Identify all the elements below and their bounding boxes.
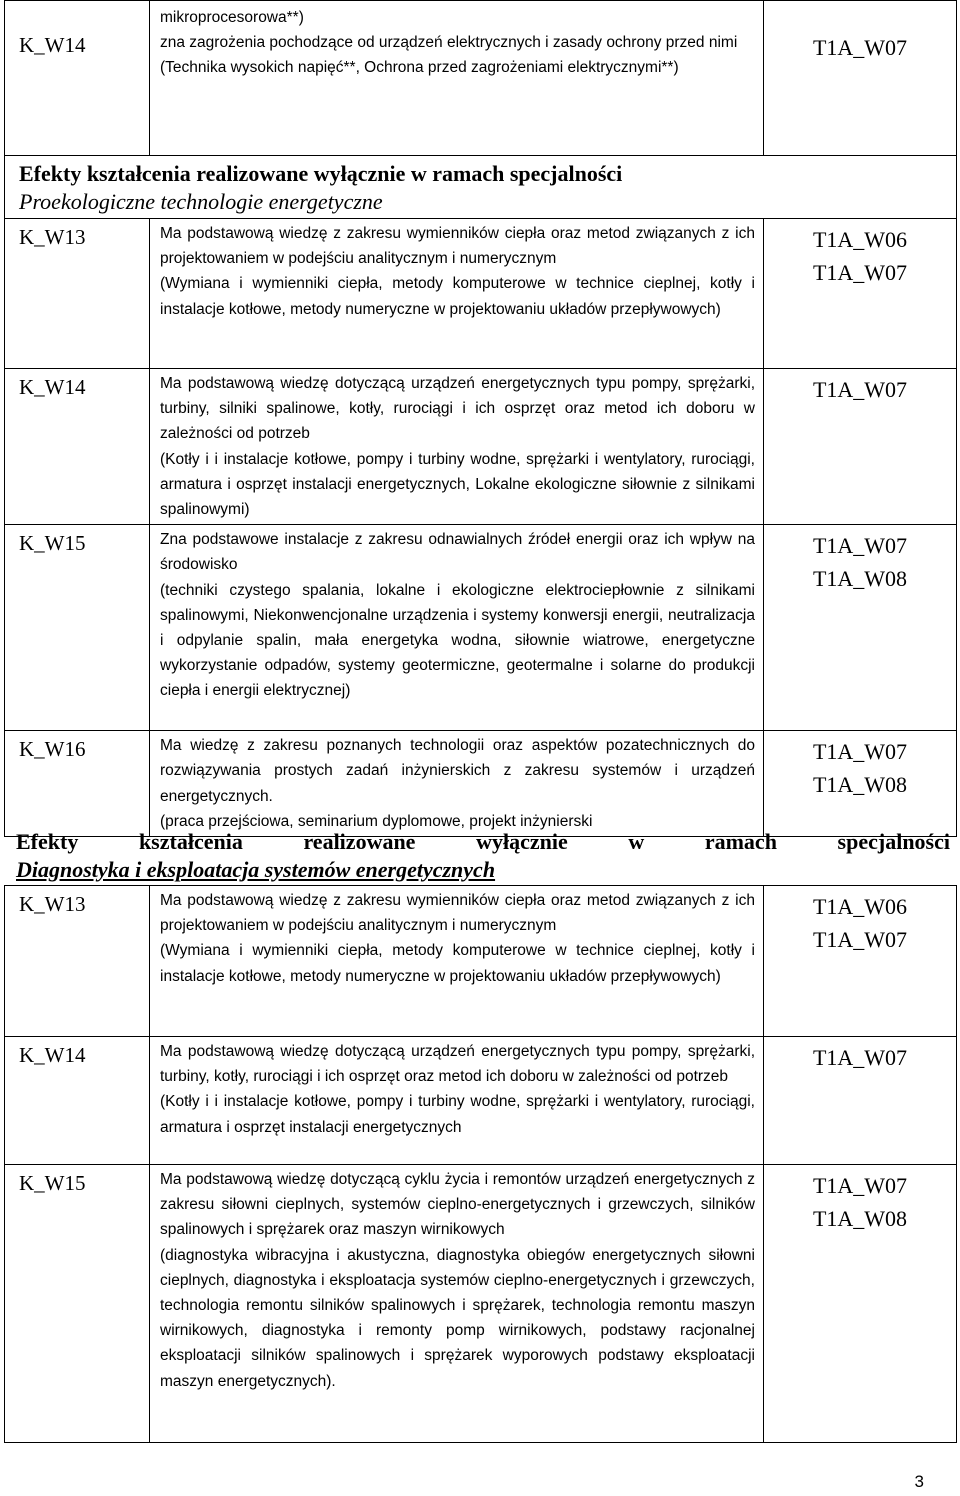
outcome-description xyxy=(150,1165,764,1443)
section-header xyxy=(5,156,957,219)
description-line: Ma wiedzę z zakresu poznanych technologii oraz aspektów pozatechnicznych do rozwiązywania prostych zadań inżynierskich z zakresu systemów i urządzeń energetycznych. xyxy=(160,737,755,805)
description-line: Ma podstawową wiedzę dotyczącą cyklu życia i remontów urządzeń energetycznych z zakresu siłowni cieplnych, systemów cieplno-energetycznych i grzewczych, silników spalinowych i sprężarek oraz maszyn wirnikowych xyxy=(160,1171,755,1239)
page-number: 3 xyxy=(914,1472,924,1491)
outcome-code: K_W14 xyxy=(5,369,150,525)
table-row xyxy=(5,1165,957,1443)
description-line: Ma podstawową wiedzę dotyczącą urządzeń energetycznych typu pompy, sprężarki, turbiny, silniki spalinowe, kotły, rurociągi i ich osprzęt oraz metod ich doboru w zależności od potrzeb xyxy=(160,375,755,443)
outcome-code: K_W16 xyxy=(5,731,150,837)
section-subtitle: Diagnostyka i eksploatacja systemów energetycznych xyxy=(16,857,496,882)
ref-code: T1A_W07 xyxy=(812,533,908,559)
ref-code: T1A_W07 xyxy=(812,1045,908,1070)
description-line: (Kotły i i instalacje kotłowe, pompy i turbiny wodne, sprężarki i wentylatory, rurociągi, armatura i osprzęt instalacji energetycznych, Lokalne ekologiczne siłownie z silnikami spalinowymi) xyxy=(160,450,755,519)
description-line: Ma podstawową wiedzę dotyczącą urządzeń energetycznych typu pompy, sprężarki, turbiny, kotły, rurociągi i ich osprzęt oraz metod ich doboru w zależności od potrzeb xyxy=(160,1043,755,1086)
description-line: Ma podstawową wiedzę z zakresu wymienników ciepła oraz metod związanych z ich projektowaniem w podejściu analitycznym i numerycznym xyxy=(160,892,755,935)
ref-code: T1A_W06 xyxy=(812,894,908,919)
ref-code: T1A_W07 xyxy=(812,1173,908,1198)
ref-code: T1A_W07 xyxy=(812,35,908,60)
ref-code: T1A_W07 xyxy=(812,927,908,952)
outcome-description xyxy=(150,886,764,1037)
ref-code: T1A_W08 xyxy=(812,1206,908,1231)
description-line: (Wymiana i wymienniki ciepła, metody komputerowe w technice cieplnej, kotły i instalacje kotłowe, metody numeryczne w projektowaniu układów przepływowych) xyxy=(160,942,755,985)
description-line: (diagnostyka wibracyjna i akustyczna, diagnostyka obiegów energetycznych siłowni cieplnych, diagnostyka i eksploatacja systemów cieplno-energetycznych i grzewczych, technologia remontu silników spalinowych i sprężarek, technologia remontu maszyn wirnikowych, diagnostyka i remonty pomp wirnikowych, podstawy racjonalnej eksploatacji silników spalinowych i sprężarek wyporowych podstawy eksploatacji maszyn energetycznych). xyxy=(160,1246,755,1390)
ref-code: T1A_W07 xyxy=(812,377,908,402)
outcome-description xyxy=(150,219,764,369)
outcomes-table-top xyxy=(4,0,957,837)
section-subtitle: Proekologiczne technologie energetyczne xyxy=(19,189,383,214)
section-header xyxy=(0,826,960,884)
outcome-code: K_W14 xyxy=(5,1037,150,1165)
ref-code: T1A_W06 xyxy=(812,227,908,252)
description-line: Zna podstawowe instalacje z zakresu odnawialnych źródeł energii oraz ich wpływ na środowisko xyxy=(160,531,755,574)
outcome-code: K_W15 xyxy=(5,1165,150,1443)
table-row xyxy=(5,886,957,1037)
outcome-refs xyxy=(764,731,957,837)
outcome-refs xyxy=(764,219,957,369)
outcome-refs xyxy=(764,1,957,156)
outcome-description xyxy=(150,1037,764,1165)
table-row xyxy=(5,731,957,837)
description-line: (techniki czystego spalania, lokalne i ekologiczne elektrociepłownie z silnikami spalinowymi, Niekonwencjonalne urządzenia i systemy konwersji energii, neutralizacja i odpylanie spalin, mała energetyka wodna, siłownie wiatrowe, energetyczne wykorzystanie odpadów, systemy geotermiczne, geotermalne i solarne do produkcji ciepła i energii elektrycznej) xyxy=(160,581,755,700)
section-title: Efekty kształcenia realizowane wyłącznie w ramach specjalności xyxy=(19,161,623,186)
outcome-refs xyxy=(764,1037,957,1165)
table-row xyxy=(5,1037,957,1165)
outcome-description xyxy=(150,1,764,156)
outcome-description xyxy=(150,731,764,837)
outcome-code: K_W13 xyxy=(5,219,150,369)
outcome-refs xyxy=(764,1165,957,1443)
ref-code: T1A_W08 xyxy=(812,772,908,798)
outcome-description xyxy=(150,525,764,731)
description-line: (Technika wysokich napięć**, Ochrona przed zagrożeniami elektrycznymi**) xyxy=(160,59,679,77)
section-header-row xyxy=(5,156,957,219)
outcome-refs xyxy=(764,886,957,1037)
description-line: Ma podstawową wiedzę z zakresu wymienników ciepła oraz metod związanych z ich projektowaniem w podejściu analitycznym i numerycznym xyxy=(160,225,755,268)
table-row xyxy=(5,369,957,525)
description-line: (Wymiana i wymienniki ciepła, metody komputerowe w technice cieplnej, kotły i instalacje kotłowe, metody numeryczne w projektowaniu układów przepływowych) xyxy=(160,275,755,318)
description-line: (praca przejściowa, seminarium dyplomowe, projekt inżynierski xyxy=(160,812,593,830)
outcomes-table-bottom xyxy=(4,885,957,1443)
table-row xyxy=(5,219,957,369)
ref-code: T1A_W07 xyxy=(812,739,908,765)
outcome-description xyxy=(150,369,764,525)
table-row xyxy=(5,525,957,731)
outcome-code: K_W14 xyxy=(5,1,150,156)
description-line: mikroprocesorowa**) xyxy=(160,9,304,26)
ref-code: T1A_W08 xyxy=(812,566,908,592)
outcome-code: K_W15 xyxy=(5,525,150,731)
ref-code: T1A_W07 xyxy=(812,260,908,285)
outcome-refs xyxy=(764,369,957,525)
description-line: zna zagrożenia pochodzące od urządzeń elektrycznych i zasady ochrony przed nimi xyxy=(160,34,738,52)
description-line: (Kotły i i instalacje kotłowe, pompy i turbiny wodne, sprężarki i wentylatory, rurociągi, armatura i osprzęt instalacji energetycznych xyxy=(160,1093,755,1136)
outcome-refs xyxy=(764,525,957,731)
outcome-code: K_W13 xyxy=(5,886,150,1037)
section-title: Efekty kształcenia realizowane wyłącznie w ramach specjalności xyxy=(16,829,950,854)
table-row xyxy=(5,1,957,156)
